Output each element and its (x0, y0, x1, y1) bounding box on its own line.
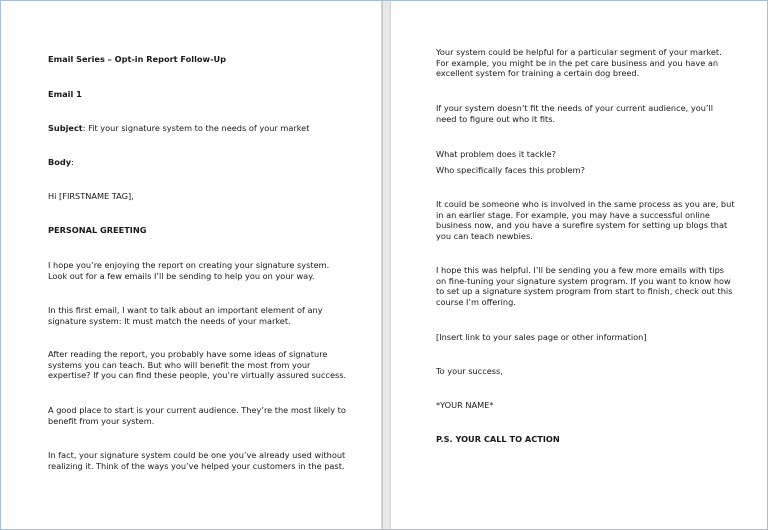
email-number-heading: Email 1 (48, 89, 82, 99)
greeting: Hi [FIRSTNAME TAG], (48, 191, 134, 201)
left-paragraph-5: In fact, your signature system could be one you’ve already used without realizing it. Think of the ways you’ve helped your customers in the past. (48, 450, 346, 471)
question-1: What problem does it tackle? (436, 149, 556, 159)
left-paragraph-1: I hope you’re enjoying the report on creating your signature system. Look out for a few emails I’ll be sending to help you on your way. (48, 260, 330, 281)
body-colon: : (71, 157, 74, 167)
right-paragraph-1: Your system could be helpful for a particular segment of your market. For example, you might be in the pet care business and you have an excellent system for training a certain dog breed. (436, 47, 722, 79)
right-paragraph-2: If your system doesn’t fit the needs of your current audience, you’ll need to figure out who it fits. (436, 103, 714, 124)
subject-line (48, 123, 348, 134)
body-label: Body (48, 157, 72, 167)
page-right (391, 1, 767, 529)
signoff: To your success, (436, 366, 503, 376)
left-paragraph-3: After reading the report, you probably have some ideas of signature systems you can teach. But who will benefit the most from your expertise? If you can find these people, you’re virtually assured success. (48, 349, 347, 381)
body-line (48, 157, 348, 168)
subject-text: : Fit your signature system to the needs of your market (82, 123, 310, 133)
left-paragraph-2: In this first email, I want to talk about an important element of any signature system: It must match the needs of your market. (48, 305, 323, 326)
right-paragraph-4: I hope this was helpful. I’ll be sending you a few more emails with tips on fine-tuning your signature system program. If you want to know how to set up a signature system program from start to finish, check out this course I’m offering. (436, 265, 733, 307)
page-left (1, 1, 381, 529)
series-title: Email Series – Opt-in Report Follow-Up (48, 54, 226, 64)
your-name: *YOUR NAME* (436, 400, 494, 410)
left-paragraph-4: A good place to start is your current audience. They’re the most likely to benefit from your system. (48, 405, 346, 426)
ps-call-to-action: P.S. YOUR CALL TO ACTION (436, 434, 560, 444)
question-2: Who specifically faces this problem? (436, 165, 585, 175)
personal-greeting: PERSONAL GREETING (48, 225, 147, 235)
subject-label: Subject (48, 123, 83, 133)
link-placeholder: [Insert link to your sales page or other information] (436, 332, 647, 342)
right-paragraph-3: It could be someone who is involved in the same process as you are, but in an earlier stage. For example, you may have a successful online business now, and you have a surefire system for setting up blogs that you can teach newbies. (436, 199, 735, 241)
